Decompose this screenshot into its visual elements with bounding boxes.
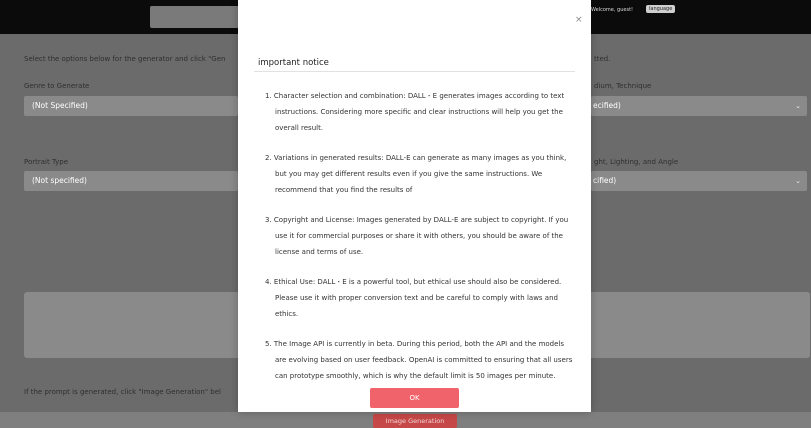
portrait-select[interactable] [24,171,238,191]
genre-label: Genre to Generate [24,82,90,90]
chevron-down-icon: ⌄ [795,102,801,110]
welcome-text: Welcome, guest! [591,7,634,13]
light-select-value: cified) [593,176,617,185]
modal-title: important notice [258,58,329,68]
notice-item: 5. The Image API is currently in beta. During this period, both the API and the models are evolving based on user feedback. OpenAI is committed to ensuring that all users can prototype smoothly, which is why the default limit is 50 images per minute. [265,340,573,380]
generation-hint: If the prompt is generated, click "Image Generation" bel [24,388,221,396]
medium-label: dium, Technique [594,82,652,90]
notice-item: 3. Copyright and License: Images generated by DALL-E are subject to copyright. If you use it for commercial purposes or share it with others, you should be aware of the license and terms of use. [265,216,569,256]
search-bar[interactable] [150,6,245,28]
genre-select-value: (Not Specified) [32,101,88,110]
portrait-select-value: (Not specified) [32,176,87,185]
light-label: ght, Lighting, and Angle [594,158,679,166]
instruction-text-right: tted. [594,55,611,63]
genre-select[interactable] [24,96,238,116]
medium-select[interactable] [591,96,807,116]
close-icon[interactable]: × [575,15,583,25]
light-select[interactable] [591,171,807,191]
notice-item: 1. Character selection and combination: DALL・E generates images according to text instructions. Considering more specific and clear instructions will help you get the overall result. [265,92,565,132]
notice-list [257,88,573,398]
language-button[interactable]: language [646,5,675,13]
notice-item: 4. Ethical Use: DALL・E is a powerful tool, but ethical use should also be considered. Please use it with proper conversion text and be careful to comply with laws and ethics. [265,278,562,318]
chevron-down-icon: ⌄ [795,177,801,185]
notice-item: 2. Variations in generated results: DALL-E can generate as many images as you think, but you may get different results even if you give the same instructions. We recommend that you find the results of [265,154,567,194]
instruction-text: Select the options below for the generator and click "Gen [24,55,226,63]
portrait-label: Portrait Type [24,158,69,166]
medium-select-value: ecified) [593,101,621,110]
image-generation-button[interactable]: Image Generation [373,414,457,428]
modal-divider [254,71,575,72]
ok-button[interactable]: OK [370,388,459,408]
